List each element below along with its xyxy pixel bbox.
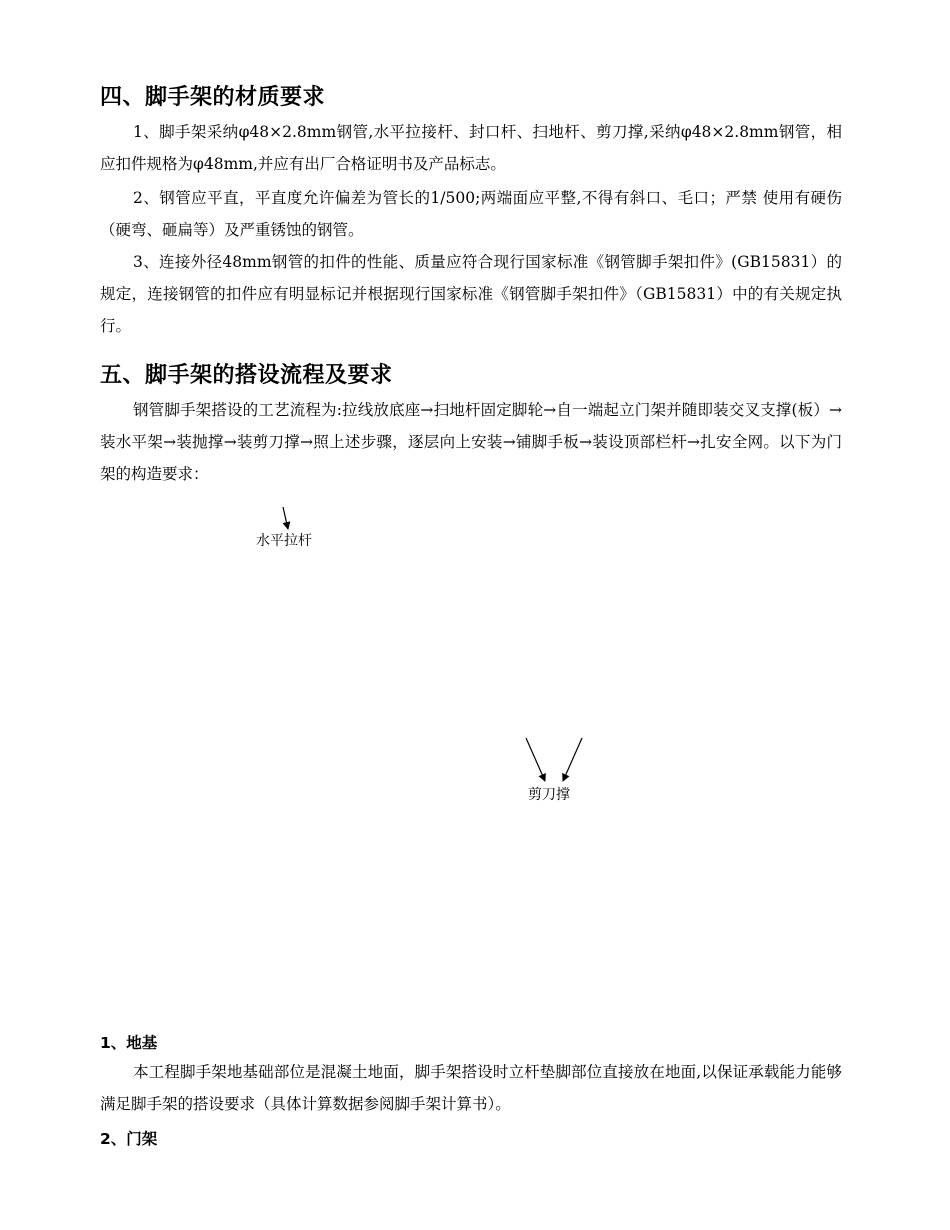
section-5-paragraph-1: 钢管脚手架搭设的工艺流程为:拉线放底座→扫地杆固定脚轮→自一端起立门架并随即装交叉支撑(板）→装水平架→装抛撑→装剪刀撑→照上述步骤，逐层向上安装→铺脚手板→装设顶部栏杆→扎安全网。以下为门架的构造要求： xyxy=(100,401,843,483)
scissor-brace-label: 剪刀撑 xyxy=(528,787,570,803)
section-4-paragraph-2: 2、钢管应平直，平直度允许偏差为管长的1/500;两端面应平整,不得有斜口、毛口；严禁 使用有硬伤（硬弯、砸扁等）及严重锈蚀的钢管。 xyxy=(100,189,842,239)
section-4-heading: 四、脚手架的材质要求 xyxy=(100,85,326,110)
subsection-2-heading: 2、门架 xyxy=(100,1130,158,1148)
scissor-brace-arrow-right xyxy=(563,738,582,781)
section-4-paragraph-1: 1、脚手架采纳φ48×2.8mm钢管,水平拉接杆、封口杆、扫地杆、剪刀撑,采纳φ48×2.8mm钢管，相应扣件规格为φ48mm,并应有出厂合格证明书及产品标志。 xyxy=(100,123,842,173)
section-4-paragraph-3: 3、连接外径48mm钢管的扣件的性能、质量应符合现行国家标准《钢管脚手架扣件》(GB15831）的规定，连接钢管的扣件应有明显标记并根据现行国家标准《钢管脚手架扣件》（GB15831）中的有关规定执行。 xyxy=(100,253,842,335)
horizontal-bar-arrow xyxy=(283,507,288,529)
subsection-1-heading: 1、地基 xyxy=(100,1034,158,1052)
subsection-1-paragraph: 本工程脚手架地基础部位是混凝土地面，脚手架搭设时立杆垫脚部位直接放在地面,以保证承载能力能够满足脚手架的搭设要求（具体计算数据参阅脚手架计算书）。 xyxy=(100,1063,842,1113)
section-5-heading: 五、脚手架的搭设流程及要求 xyxy=(100,363,393,388)
horizontal-bar-label: 水平拉杆 xyxy=(256,533,312,549)
scissor-brace-arrow-left xyxy=(526,738,545,781)
